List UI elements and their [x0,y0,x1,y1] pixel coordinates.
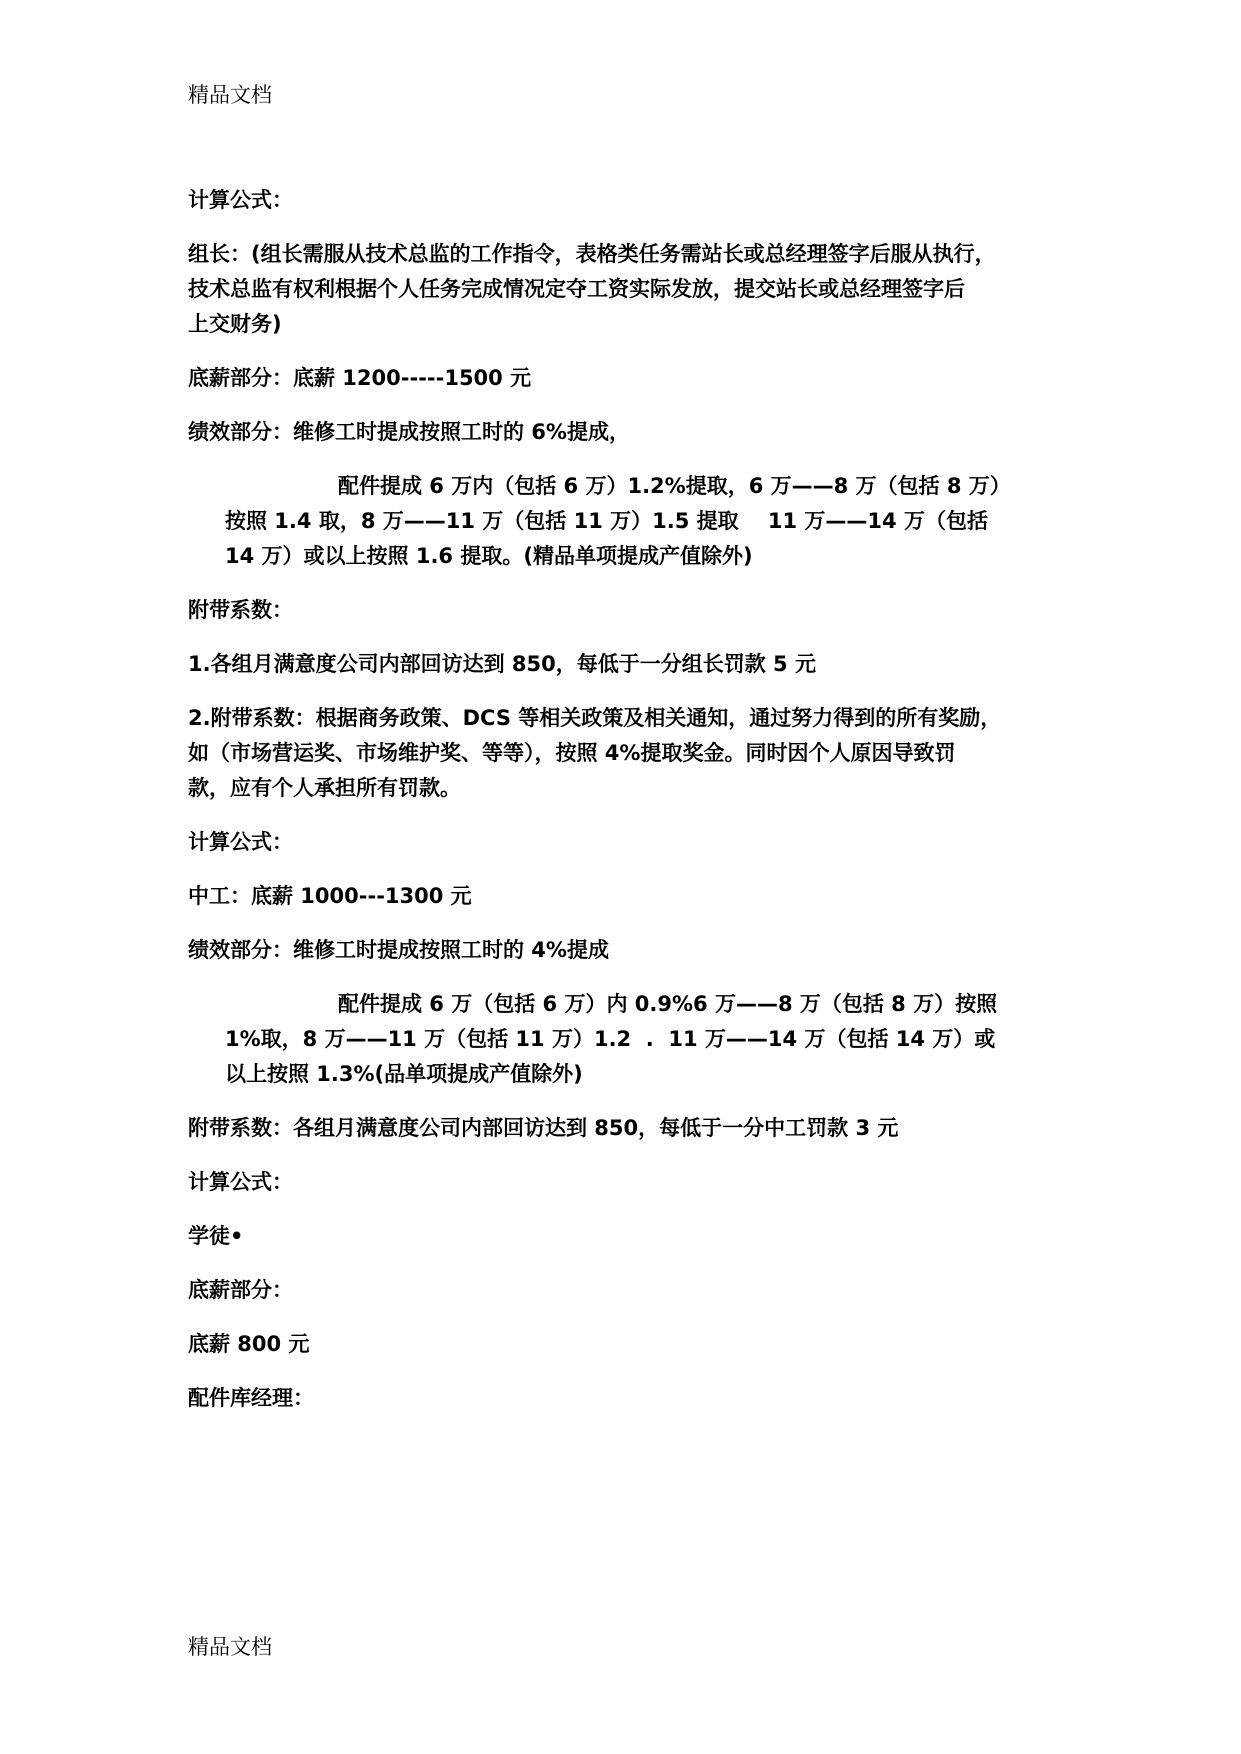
heading-formula-2: 计算公式： [188,830,293,854]
base-salary-leader: 底薪部分：底薪 1200-----1500 元 [188,366,532,390]
parts-commission-leader-2: 按照 1.4 取，8 万——11 万（包括 11 万）1.5 提取 11 万——14 万（包括 [225,509,988,533]
apprentice-heading: 学徒• [188,1224,244,1248]
page-footer: 精品文档 [188,1635,272,1659]
heading-formula-3: 计算公式： [188,1170,293,1194]
coefficient-item-2-line-2: 如（市场营运奖、市场维护奖、等等），按照 4%提取奖金。同时因个人原因导致罚 [188,741,956,765]
parts-warehouse-manager-heading: 配件库经理： [188,1386,314,1410]
coefficient-item-2-line-1: 2.附带系数：根据商务政策、DCS 等相关政策及相关通知，通过努力得到的所有奖励， [188,706,1002,730]
mid-worker-base: 中工：底薪 1000---1300 元 [188,884,472,908]
parts-commission-leader-3: 14 万）或以上按照 1.6 提取。(精品单项提成产值除外) [225,544,753,568]
parts-commission-mid-1: 配件提成 6 万（包括 6 万）内 0.9%6 万——8 万（包括 8 万）按照 [338,992,998,1016]
parts-commission-mid-2: 1%取，8 万——11 万（包括 11 万）1.2 . 11 万——14 万（包括 14 万）或 [225,1027,996,1051]
coefficient-mid-worker: 附带系数：各组月满意度公司内部回访达到 850，每低于一分中工罚款 3 元 [188,1116,899,1140]
team-leader-line-2: 技术总监有权利根据个人任务完成情况定夺工资实际发放，提交站长或总经理签字后 [188,277,965,301]
team-leader-line-1: 组长：(组长需服从技术总监的工作指令，表格类任务需站长或总经理签字后服从执行， [188,242,996,266]
parts-commission-leader-1: 配件提成 6 万内（包括 6 万）1.2%提取，6 万——8 万（包括 8 万） [338,474,1011,498]
coefficient-heading: 附带系数： [188,598,293,622]
page-header: 精品文档 [188,83,272,107]
team-leader-line-3: 上交财务) [188,312,282,336]
apprentice-base-salary: 底薪 800 元 [188,1332,310,1356]
performance-leader: 绩效部分：维修工时提成按照工时的 6%提成， [188,420,630,444]
performance-mid-worker: 绩效部分：维修工时提成按照工时的 4%提成 [188,938,609,962]
base-salary-heading: 底薪部分： [188,1278,293,1302]
heading-formula-1: 计算公式： [188,188,293,212]
coefficient-item-2-line-3: 款，应有个人承担所有罚款。 [188,776,461,800]
coefficient-item-1: 1.各组月满意度公司内部回访达到 850，每低于一分组长罚款 5 元 [188,652,816,676]
parts-commission-mid-3: 以上按照 1.3%(品单项提成产值除外) [225,1062,583,1086]
